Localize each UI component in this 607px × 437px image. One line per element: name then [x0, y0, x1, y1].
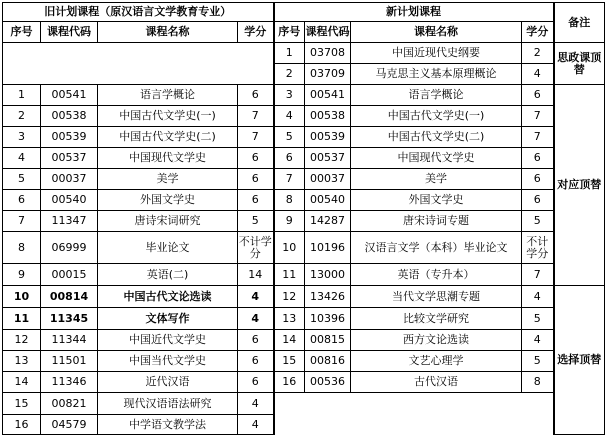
new-name-cell: 当代文学思潮专题	[351, 286, 522, 308]
old-seq-cell: 4	[3, 148, 41, 169]
new-credit-cell: 7	[522, 106, 554, 127]
remark-header: 备注	[554, 3, 605, 43]
new-credit-cell: 4	[522, 330, 554, 351]
new-name-cell: 中国现代文学史	[351, 148, 522, 169]
old-code-header: 课程代码	[41, 22, 98, 43]
old-credit-cell: 4	[238, 393, 274, 415]
old-credit-cell: 6	[238, 85, 274, 106]
new-name-cell: 中国古代文学史(一)	[351, 106, 522, 127]
old-code-cell: 11347	[41, 211, 98, 232]
old-credit-cell: 14	[238, 264, 274, 286]
old-code-cell: 00538	[41, 106, 98, 127]
old-name-cell: 中国近代文学史	[98, 330, 238, 351]
new-name-cell: 中国近现代史纲要	[351, 43, 522, 64]
new-code-cell: 00539	[305, 127, 351, 148]
old-credit-cell: 4	[238, 286, 274, 308]
new-code-cell: 14287	[305, 211, 351, 232]
table-row	[3, 330, 605, 351]
old-code-cell: 11344	[41, 330, 98, 351]
old-name-cell: 外国文学史	[98, 190, 238, 211]
table-row	[3, 232, 605, 264]
new-code-cell: 03709	[305, 64, 351, 85]
table-row	[3, 85, 605, 106]
new-code-cell: 00541	[305, 85, 351, 106]
old-name-header: 课程名称	[98, 22, 238, 43]
new-name-cell: 中国古代文学史(二)	[351, 127, 522, 148]
new-code-header: 课程代码	[305, 22, 351, 43]
old-name-cell: 英语(二)	[98, 264, 238, 286]
old-code-cell: 00037	[41, 169, 98, 190]
old-seq-cell: 10	[3, 286, 41, 308]
old-name-cell: 语言学概论	[98, 85, 238, 106]
new-credit-header: 学分	[522, 22, 554, 43]
old-code-cell: 04579	[41, 415, 98, 435]
old-seq-cell: 9	[3, 264, 41, 286]
old-credit-cell: 6	[238, 351, 274, 372]
old-seq-cell: 5	[3, 169, 41, 190]
new-credit-cell: 2	[522, 43, 554, 64]
new-name-cell: 外国文学史	[351, 190, 522, 211]
new-seq-cell: 15	[274, 351, 305, 372]
new-seq-cell: 3	[274, 85, 305, 106]
table-row	[3, 127, 605, 148]
new-seq-cell: 12	[274, 286, 305, 308]
old-code-cell: 00821	[41, 393, 98, 415]
remark-cell-r1: 思政课顶替	[554, 43, 605, 85]
old-seq-cell: 14	[3, 372, 41, 393]
new-name-cell: 比较文学研究	[351, 308, 522, 330]
course-replacement-table	[2, 2, 605, 435]
old-credit-cell: 6	[238, 190, 274, 211]
new-seq-header: 序号	[274, 22, 305, 43]
old-name-cell: 中学语文教学法	[98, 415, 238, 435]
old-plan-header: 旧计划课程（原汉语言文学教育专业）	[3, 3, 274, 22]
new-credit-cell: 6	[522, 148, 554, 169]
new-seq-cell: 9	[274, 211, 305, 232]
old-seq-cell: 6	[3, 190, 41, 211]
old-code-cell: 00541	[41, 85, 98, 106]
new-credit-cell: 6	[522, 85, 554, 106]
old-seq-cell: 3	[3, 127, 41, 148]
new-code-cell: 10196	[305, 232, 351, 264]
new-credit-cell: 5	[522, 351, 554, 372]
old-credit-cell: 7	[238, 127, 274, 148]
new-plan-header: 新计划课程	[274, 3, 554, 22]
old-seq-header: 序号	[3, 22, 41, 43]
old-seq-cell: 2	[3, 106, 41, 127]
new-credit-cell: 7	[522, 127, 554, 148]
old-seq-cell: 11	[3, 308, 41, 330]
old-name-cell: 文体写作	[98, 308, 238, 330]
new-name-cell: 英语（专升本）	[351, 264, 522, 286]
new-seq-cell: 4	[274, 106, 305, 127]
old-code-cell: 06999	[41, 232, 98, 264]
new-code-cell: 03708	[305, 43, 351, 64]
remark-cell-r3: 选择顶替	[554, 286, 605, 435]
old-code-cell: 00015	[41, 264, 98, 286]
table-row	[3, 351, 605, 372]
table-row	[3, 190, 605, 211]
new-name-cell: 古代汉语	[351, 372, 522, 393]
table-row	[3, 106, 605, 127]
new-name-cell: 西方文论选读	[351, 330, 522, 351]
new-credit-cell: 8	[522, 372, 554, 393]
old-name-cell: 美学	[98, 169, 238, 190]
new-code-cell: 00540	[305, 190, 351, 211]
new-credit-cell: 5	[522, 308, 554, 330]
new-credit-cell: 4	[522, 286, 554, 308]
table-row	[3, 264, 605, 286]
new-code-cell: 00816	[305, 351, 351, 372]
old-credit-cell: 7	[238, 106, 274, 127]
new-seq-cell: 2	[274, 64, 305, 85]
table-row	[3, 308, 605, 330]
old-seq-cell: 12	[3, 330, 41, 351]
table-row	[3, 286, 605, 308]
old-name-cell: 中国古代文学史(二)	[98, 127, 238, 148]
new-name-cell: 马克思主义基本原理概论	[351, 64, 522, 85]
old-code-cell: 00540	[41, 190, 98, 211]
new-code-cell: 00537	[305, 148, 351, 169]
new-name-cell: 美学	[351, 169, 522, 190]
new-code-cell: 13000	[305, 264, 351, 286]
new-name-cell: 语言学概论	[351, 85, 522, 106]
old-code-cell: 00814	[41, 286, 98, 308]
old-credit-cell: 4	[238, 308, 274, 330]
old-credit-cell: 6	[238, 169, 274, 190]
new-seq-cell: 5	[274, 127, 305, 148]
old-credit-cell: 5	[238, 211, 274, 232]
table-row	[3, 393, 605, 415]
old-seq-cell: 16	[3, 415, 41, 435]
new-credit-cell: 6	[522, 169, 554, 190]
old-empty-cell	[3, 43, 274, 85]
old-seq-cell: 8	[3, 232, 41, 264]
new-name-header: 课程名称	[351, 22, 522, 43]
new-code-cell: 13426	[305, 286, 351, 308]
new-name-cell: 汉语言文学（本科）毕业论文	[351, 232, 522, 264]
remark-cell-r2: 对应顶替	[554, 85, 605, 286]
new-code-cell: 00538	[305, 106, 351, 127]
old-credit-cell: 4	[238, 415, 274, 435]
new-credit-cell: 7	[522, 264, 554, 286]
new-seq-cell: 10	[274, 232, 305, 264]
new-seq-cell: 6	[274, 148, 305, 169]
new-seq-cell: 7	[274, 169, 305, 190]
new-credit-cell: 不计学分	[522, 232, 554, 264]
old-code-cell: 11345	[41, 308, 98, 330]
new-code-cell: 00536	[305, 372, 351, 393]
old-code-cell: 00539	[41, 127, 98, 148]
new-seq-cell: 1	[274, 43, 305, 64]
old-name-cell: 中国当代文学史	[98, 351, 238, 372]
old-credit-cell: 不计学分	[238, 232, 274, 264]
old-seq-cell: 15	[3, 393, 41, 415]
old-name-cell: 中国古代文学史(一)	[98, 106, 238, 127]
old-name-cell: 现代汉语语法研究	[98, 393, 238, 415]
old-name-cell: 唐诗宋词研究	[98, 211, 238, 232]
old-name-cell: 中国现代文学史	[98, 148, 238, 169]
new-code-cell: 10396	[305, 308, 351, 330]
new-code-cell: 00037	[305, 169, 351, 190]
old-seq-cell: 7	[3, 211, 41, 232]
table-row	[3, 148, 605, 169]
old-credit-cell: 6	[238, 148, 274, 169]
old-credit-header: 学分	[238, 22, 274, 43]
old-code-cell: 11501	[41, 351, 98, 372]
new-seq-cell: 8	[274, 190, 305, 211]
table-row	[3, 211, 605, 232]
new-name-cell: 文艺心理学	[351, 351, 522, 372]
new-credit-cell: 5	[522, 211, 554, 232]
old-seq-cell: 13	[3, 351, 41, 372]
table-row	[3, 169, 605, 190]
old-credit-cell: 6	[238, 372, 274, 393]
new-seq-cell: 16	[274, 372, 305, 393]
new-name-cell: 唐宋诗词专题	[351, 211, 522, 232]
new-code-cell: 00815	[305, 330, 351, 351]
old-name-cell: 毕业论文	[98, 232, 238, 264]
new-empty-cell	[274, 393, 605, 435]
table-row	[3, 43, 605, 64]
new-seq-cell: 13	[274, 308, 305, 330]
new-credit-cell: 6	[522, 190, 554, 211]
old-seq-cell: 1	[3, 85, 41, 106]
old-name-cell: 近代汉语	[98, 372, 238, 393]
new-credit-cell: 4	[522, 64, 554, 85]
new-seq-cell: 11	[274, 264, 305, 286]
new-seq-cell: 14	[274, 330, 305, 351]
old-name-cell: 中国古代文论选读	[98, 286, 238, 308]
old-code-cell: 11346	[41, 372, 98, 393]
table-row	[3, 372, 605, 393]
old-code-cell: 00537	[41, 148, 98, 169]
old-credit-cell: 6	[238, 330, 274, 351]
